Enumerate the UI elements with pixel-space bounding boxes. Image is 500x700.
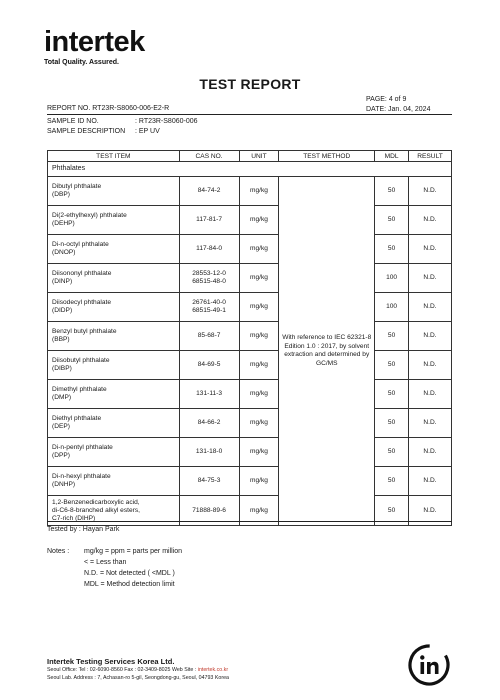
header-test-item: TEST ITEM (48, 151, 180, 162)
test-item-abbr: (DEP) (52, 423, 70, 430)
result-cell: N.D. (409, 380, 452, 409)
test-item-name: Diethyl phthalate (52, 415, 102, 422)
table-row (48, 409, 452, 438)
footer-website-link[interactable]: intertek.co.kr (197, 667, 229, 673)
test-item-name: Di-n-hexyl phthalate (52, 473, 111, 480)
intertek-logo (44, 28, 145, 66)
test-item-name: Benzyl butyl phthalate (52, 328, 117, 335)
test-item-cell (48, 438, 180, 467)
mdl-cell: 50 (375, 409, 409, 438)
footer-company: Intertek Testing Services Korea Ltd. (47, 657, 175, 666)
unit-cell: mg/kg (239, 409, 279, 438)
cas-cell (179, 409, 239, 438)
test-item-cell (48, 351, 180, 380)
result-cell: N.D. (409, 206, 452, 235)
test-item-name: Diisononyl phthalate (52, 270, 112, 277)
group-label: Phthalates (48, 162, 452, 177)
test-item-cell (48, 293, 180, 322)
cas-cell (179, 264, 239, 293)
mdl-cell: 50 (375, 235, 409, 264)
cas-number: 131-11-3 (196, 390, 223, 397)
test-item-name: 1,2-Benzenedicarboxylic acid, (52, 498, 140, 506)
test-item-cell (48, 235, 180, 264)
test-item-cell (48, 467, 180, 496)
test-item-abbr: (DIBP) (52, 365, 72, 372)
cas-cell (179, 380, 239, 409)
unit-cell: mg/kg (239, 380, 279, 409)
cas-cell (179, 206, 239, 235)
test-item-extra: C7-rich (DIHP) (52, 514, 96, 522)
report-title: TEST REPORT (199, 76, 301, 92)
cas-number: 84-66-2 (197, 419, 221, 426)
footer-office (47, 666, 229, 674)
result-cell: N.D. (409, 293, 452, 322)
result-cell: N.D. (409, 177, 452, 206)
test-item-cell (48, 409, 180, 438)
result-cell: N.D. (409, 351, 452, 380)
header-result: RESULT (409, 151, 452, 162)
test-item-name: Diisodecyl phthalate (52, 299, 112, 306)
unit-cell: mg/kg (239, 206, 279, 235)
intertek-in-seal-icon (407, 643, 451, 687)
test-item-name: Di-n-octyl phthalate (52, 241, 109, 248)
page-date-block (366, 95, 430, 115)
test-item-abbr: (DPP) (52, 452, 70, 459)
cas-number: 26761-40-0 (192, 299, 226, 306)
test-method-cell: With reference to IEC 62321-8 Edition 1.0 : 2017, by solvent extraction and determined by GC/MS (279, 177, 375, 526)
test-item-cell (48, 264, 180, 293)
cas-cell (179, 438, 239, 467)
cas-cell (179, 177, 239, 206)
header-rule (47, 114, 452, 115)
cas-cell (179, 235, 239, 264)
unit-cell: mg/kg (239, 438, 279, 467)
unit-cell: mg/kg (239, 264, 279, 293)
table-row (48, 380, 452, 409)
page-number: PAGE: 4 of 9 (366, 96, 407, 103)
cas-number: 131-18-0 (195, 448, 223, 455)
mdl-cell: 100 (375, 293, 409, 322)
test-item-name: Di(2-ethylhexyl) phthalate (52, 212, 127, 219)
table-row (48, 264, 452, 293)
unit-cell: mg/kg (239, 177, 279, 206)
test-item-abbr: (DBP) (52, 191, 70, 198)
mdl-cell: 100 (375, 264, 409, 293)
table-row (48, 438, 452, 467)
cas-number: 117-81-7 (196, 216, 223, 223)
test-item-abbr: di-C6-8-branched alkyl esters, (52, 506, 140, 514)
test-item-name: Dimethyl phthalate (52, 386, 107, 393)
mdl-cell: 50 (375, 206, 409, 235)
cas-number: 84-69-5 (197, 361, 221, 368)
unit-cell: mg/kg (239, 467, 279, 496)
table-row (48, 235, 452, 264)
group-row (48, 162, 452, 177)
unit-cell: mg/kg (239, 235, 279, 264)
cas-number: 68515-49-1 (192, 307, 226, 314)
cas-number: 71888-89-6 (192, 506, 226, 514)
cas-cell (179, 322, 239, 351)
report-date: DATE: Jan. 04, 2024 (366, 106, 431, 113)
unit-cell: mg/kg (239, 496, 279, 526)
sample-desc-value: : EP UV (135, 128, 160, 135)
result-cell: N.D. (409, 496, 452, 526)
test-item-cell (48, 380, 180, 409)
test-item-cell (48, 177, 180, 206)
mdl-cell: 50 (375, 380, 409, 409)
report-number: REPORT NO. RT23R-S8060-006-E2-R (47, 105, 170, 112)
tested-by: Tested by : Hayan Park (47, 526, 120, 533)
result-cell: N.D. (409, 467, 452, 496)
note-line: MDL = Method detection limit (84, 581, 175, 588)
cas-number: 85-68-7 (197, 332, 221, 339)
footer (47, 657, 229, 682)
notes-label: Notes : (47, 548, 70, 555)
logo-tagline: Total Quality. Assured. (44, 59, 119, 66)
footer-lab-address: Seoul Lab. Address : 7, Achasan-ro 5-gil, Seongdong-gu, Seoul, 04793 Korea (47, 675, 229, 681)
table-row (48, 322, 452, 351)
test-item-cell (48, 206, 180, 235)
result-cell: N.D. (409, 409, 452, 438)
unit-cell: mg/kg (239, 351, 279, 380)
header-mdl: MDL (375, 151, 409, 162)
test-item-cell (48, 322, 180, 351)
table-bottom-rule (47, 521, 452, 522)
cas-number: 68515-48-0 (192, 278, 226, 285)
test-item-abbr: (BBP) (52, 336, 70, 343)
sample-id-value: : RT23R-S8060-006 (135, 118, 198, 125)
logo-wordmark: intertek (44, 26, 145, 58)
test-item-name: Di-n-pentyl phthalate (52, 444, 113, 451)
table-row (48, 177, 452, 206)
cas-cell (179, 351, 239, 380)
note-line: N.D. = Not detected ( <MDL ) (84, 570, 175, 577)
mdl-cell: 50 (375, 438, 409, 467)
mdl-cell: 50 (375, 322, 409, 351)
test-item-abbr: (DIDP) (52, 307, 73, 314)
footer-office-text: Seoul Office: Tel : 02-6090-8560 Fax : 02-3409-8025 Web Site : (47, 667, 198, 673)
results-table (47, 150, 452, 526)
test-item-abbr: (DMP) (52, 394, 72, 401)
sample-desc-label: SAMPLE DESCRIPTION (47, 128, 126, 135)
notes-block (47, 546, 182, 590)
header-cas-no: CAS NO. (179, 151, 239, 162)
test-item-name: Dibutyl phthalate (52, 183, 102, 190)
result-cell: N.D. (409, 235, 452, 264)
cas-number: 28553-12-0 (192, 270, 226, 277)
table-row (48, 467, 452, 496)
cas-number: 84-75-3 (197, 477, 221, 484)
table-row (48, 206, 452, 235)
note-line: mg/kg = ppm = parts per million (84, 548, 183, 555)
test-item-abbr: (DNOP) (52, 249, 76, 256)
cas-cell (179, 293, 239, 322)
unit-cell: mg/kg (239, 322, 279, 351)
note-line: < = Less than (84, 559, 127, 566)
cas-cell (179, 467, 239, 496)
test-item-abbr: (DEHP) (52, 220, 75, 227)
result-cell: N.D. (409, 322, 452, 351)
sample-info (47, 117, 198, 137)
result-cell: N.D. (409, 264, 452, 293)
unit-cell: mg/kg (239, 293, 279, 322)
header-unit: UNIT (239, 151, 279, 162)
test-item-name: Diisobutyl phthalate (52, 357, 110, 364)
sample-id-label: SAMPLE ID NO. (47, 118, 99, 125)
mdl-cell: 50 (375, 177, 409, 206)
cas-number: 117-84-0 (196, 245, 223, 252)
header-test-method: TEST METHOD (279, 151, 375, 162)
cas-number: 84-74-2 (197, 187, 221, 194)
table-row (48, 351, 452, 380)
mdl-cell: 50 (375, 351, 409, 380)
test-item-abbr: (DNHP) (52, 481, 76, 488)
test-item-abbr: (DINP) (52, 278, 73, 285)
result-cell: N.D. (409, 438, 452, 467)
mdl-cell: 50 (375, 496, 409, 526)
table-header-row (48, 151, 452, 162)
mdl-cell: 50 (375, 467, 409, 496)
table-row (48, 293, 452, 322)
